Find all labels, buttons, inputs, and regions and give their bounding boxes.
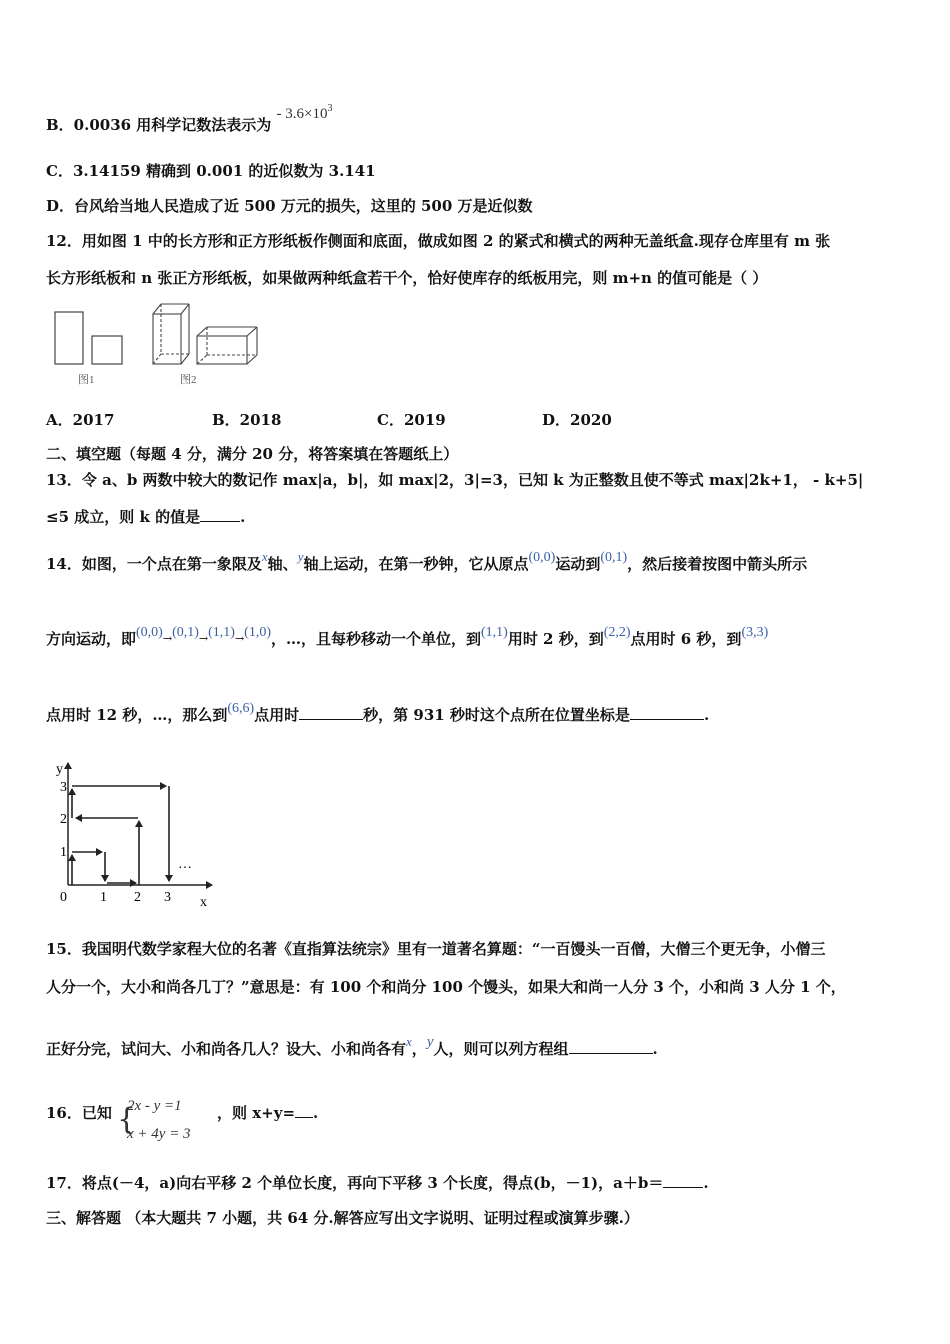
section-2-title: 二、填空题（每题 4 分，满分 20 分，将答案填在答题纸上） bbox=[46, 445, 459, 463]
q13-answer-blank bbox=[200, 507, 240, 522]
q12-line-2: 长方形纸板和 n 张正方形纸板，如果做两种纸盒若干个，恰好使库存的纸板用完，则 m+n 的值可能是（ ） bbox=[46, 269, 768, 287]
q11-option-b: B．0.0036 用科学记数法表示为 - $3.6\times 10^3$ bbox=[46, 103, 333, 134]
fig1-rectangle bbox=[55, 312, 83, 364]
fig1-square bbox=[92, 336, 122, 364]
fig-ellipsis: … bbox=[178, 857, 192, 872]
fig-y-label: y bbox=[56, 762, 63, 777]
q16-equation-1: 2x - y =1 bbox=[127, 1098, 182, 1114]
q14-time-blank bbox=[299, 705, 363, 720]
fig2-horizontal-box bbox=[197, 327, 257, 364]
q12-options bbox=[46, 410, 906, 430]
q14-position-blank bbox=[630, 705, 704, 720]
q15-line-2: 人分一个，大小和尚各几丁？”意思是：有 100 个和尚分 100 个馒头，如果大和尚一人分 3 个，小和尚 3 人分 1 个， bbox=[46, 978, 846, 996]
q16-system bbox=[117, 1098, 217, 1148]
fig-y-tick-3: 3 bbox=[60, 780, 67, 795]
q13-line-2: ≤5 成立，则 k 的值是 . bbox=[46, 508, 246, 526]
q16-suffix: ，则 x+y= . bbox=[217, 1104, 319, 1122]
q15-answer-blank bbox=[569, 1039, 653, 1054]
section-3-title: 三、解答题 （本大题共 7 小题，共 64 分.解答应写出文字说明、证明过程或演算步骤.） bbox=[46, 1209, 639, 1227]
q14-line-3: 点用时 12 秒，…，那么到(6,6)点用时 秒，第 931 秒时这个点所在位置坐标是 . bbox=[46, 701, 710, 724]
fig-x-label: x bbox=[200, 895, 207, 910]
q16-equation-2: x + 4y = 3 bbox=[127, 1126, 191, 1142]
q14-figure bbox=[52, 755, 222, 910]
fig2-label: 图2 bbox=[180, 374, 197, 386]
q11-option-d: D．台风给当地人民造成了近 500 万元的损失，这里的 500 万是近似数 bbox=[46, 197, 533, 215]
fig-y-tick-1: 1 bbox=[60, 845, 67, 860]
q14-line-2: 方向运动，即(0,0)→(0,1)→(1,1)→(1,0)，…，且每秒移动一个单位，到(1,1)用时 2 秒，到(2,2)点用时 6 秒，到(3,3) bbox=[46, 625, 769, 648]
q12-option-d: D．2020 bbox=[542, 411, 612, 429]
q14-line-1: 14．如图，一个点在第一象限及x轴、y轴上运动，在第一秒钟，它从原点(0,0)运动到(0,1)，然后接着按图中箭头所示 bbox=[46, 549, 808, 573]
fig2-vertical-box bbox=[153, 304, 189, 364]
q12-option-a: A．2017 bbox=[46, 411, 115, 429]
q16-answer-blank bbox=[295, 1103, 313, 1118]
q17-answer-blank bbox=[663, 1173, 703, 1188]
fig-x-tick-2: 2 bbox=[134, 890, 141, 905]
q12-option-c: C．2019 bbox=[377, 411, 446, 429]
fig-y-tick-2: 2 bbox=[60, 812, 67, 827]
q17-line: 17．将点(－4，a)向右平移 2 个单位长度，再向下平移 3 个长度，得点(b，－1)，a＋b＝ . bbox=[46, 1174, 709, 1192]
q12-figure bbox=[50, 300, 270, 390]
q11-b-expression: - $3.6\times 10^3$ bbox=[276, 103, 333, 122]
fig-x-tick-3: 3 bbox=[164, 890, 171, 905]
q16-prefix: 16．已知 bbox=[46, 1104, 112, 1122]
q12-line-1: 12．用如图 1 中的长方形和正方形纸板作侧面和底面，做成如图 2 的紧式和横式的两种无盖纸盒.现存仓库里有 m 张 bbox=[46, 232, 831, 250]
q13-line-1: 13．令 a、b 两数中较大的数记作 max|a，b|，如 max|2，3|=3，已知 k 为正整数且使不等式 max|2k+1， - k+5| bbox=[46, 471, 864, 489]
q11-option-c: C．3.14159 精确到 0.001 的近似数为 3.141 bbox=[46, 162, 376, 180]
q15-line-1: 15．我国明代数学家程大位的名著《直指算法统宗》里有一道著名算题：“一百馒头一百僧，大僧三个更无争，小僧三 bbox=[46, 940, 826, 958]
q16-brace: { bbox=[117, 1102, 137, 1137]
motion-path bbox=[72, 786, 169, 885]
q15-line-3: 正好分完，试问大、小和尚各几人？设大、小和尚各有x，y人，则可以列方程组 . bbox=[46, 1034, 658, 1058]
q12-option-b: B．2018 bbox=[212, 411, 282, 429]
fig1-label: 图1 bbox=[78, 374, 95, 386]
fig-x-tick-1: 1 bbox=[100, 890, 107, 905]
fig-origin-label: 0 bbox=[60, 890, 67, 905]
